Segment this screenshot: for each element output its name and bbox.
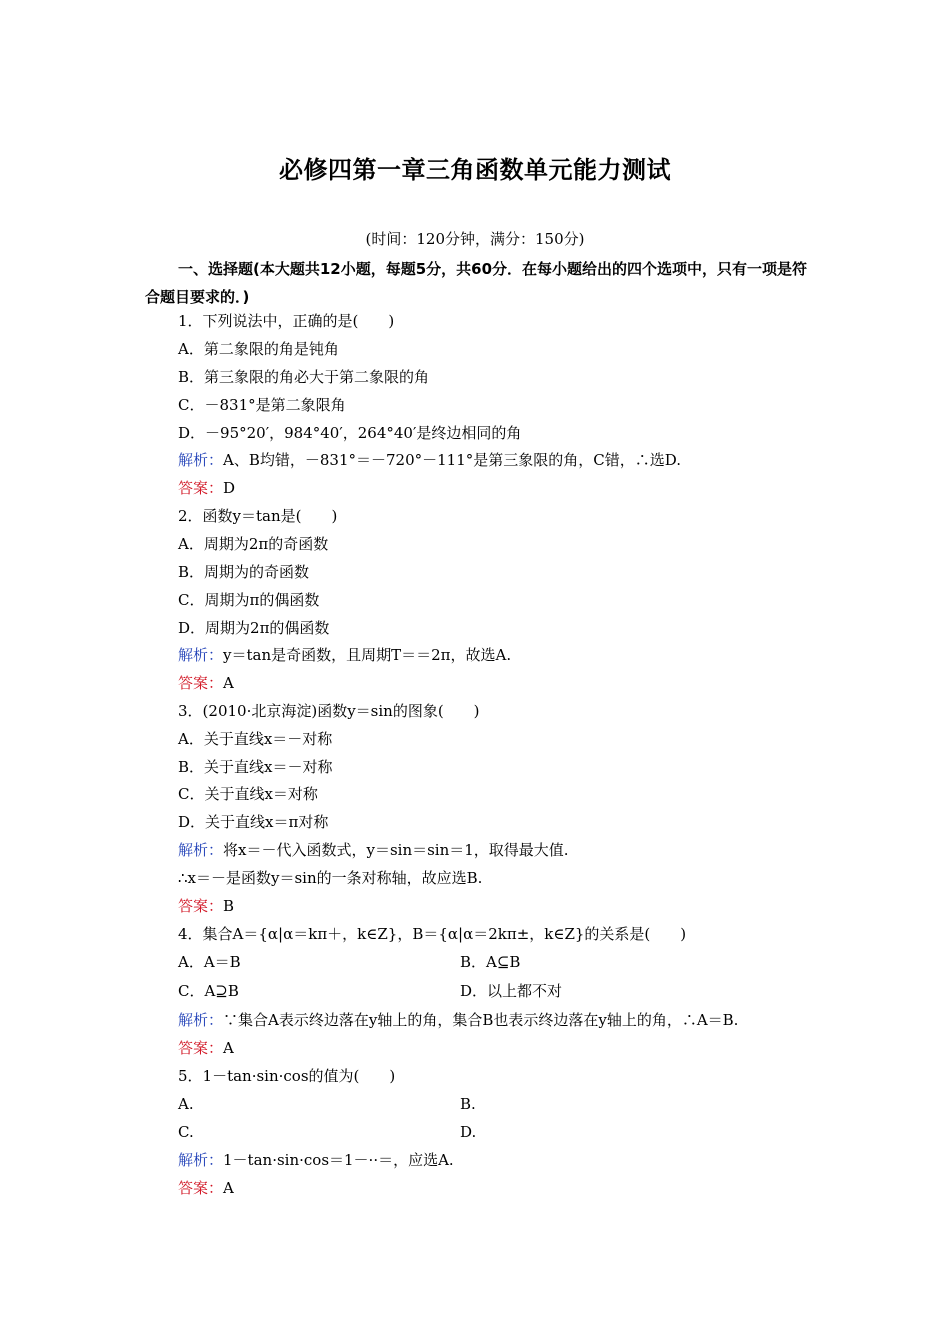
q3-option-c: C．关于直线x＝对称 [178, 785, 318, 803]
q1-option-b: B．第三象限的角必大于第二象限的角 [178, 368, 430, 386]
q2-answer [178, 669, 234, 697]
q2-analysis-text: y＝tan是奇函数，且周期T＝＝2π，故选A. [223, 646, 512, 664]
analysis-label: 解析： [178, 451, 224, 469]
q2-answer-text: A [223, 674, 234, 692]
answer-label: 答案： [178, 479, 224, 497]
q1-stem: 1．下列说法中，正确的是( ) [178, 312, 395, 330]
analysis-label: 解析： [178, 1151, 224, 1169]
q2-option-c: C．周期为π的偶函数 [178, 591, 320, 609]
answer-label: 答案： [178, 1179, 224, 1197]
q1-option-a: A．第二象限的角是钝角 [178, 340, 339, 358]
q2-option-b: B．周期为的奇函数 [178, 563, 310, 581]
analysis-label: 解析： [178, 841, 224, 859]
q1-analysis-text: A、B均错，－831°＝－720°－111°是第三象限的角，C错，∴选D. [223, 451, 682, 469]
q1-option-d: D．－95°20′，984°40′，264°40′是终边相同的角 [178, 424, 522, 442]
q4-option-a: A．A＝B [178, 953, 241, 971]
answer-label: 答案： [178, 1039, 224, 1057]
q3-option-a: A．关于直线x＝－对称 [178, 730, 333, 748]
q4-option-d: D．以上都不对 [460, 982, 563, 1000]
q3-analysis-text: 将x＝－代入函数式，y＝sin＝sin＝1，取得最大值. [223, 841, 569, 859]
analysis-label: 解析： [178, 646, 224, 664]
q4-option-b: B．A⊆B [460, 953, 521, 971]
q5-stem: 5．1－tan·sin·cos的值为( ) [178, 1067, 396, 1085]
q5-option-b: B. [460, 1095, 476, 1113]
q5-answer-text: A [223, 1179, 234, 1197]
q3-answer [178, 892, 234, 920]
exam-meta: (时间：120分钟，满分：150分) [365, 230, 585, 248]
q5-option-a: A. [178, 1095, 194, 1113]
q5-answer [178, 1174, 234, 1202]
q1-answer-text: D [223, 479, 236, 497]
answer-label: 答案： [178, 674, 224, 692]
q4-answer-text: A [223, 1039, 234, 1057]
q4-analysis-text: ∵集合A表示终边落在y轴上的角，集合B也表示终边落在y轴上的角，∴A＝B. [223, 1011, 739, 1029]
q1-analysis [178, 446, 681, 474]
q2-stem: 2．函数y＝tan是( ) [178, 507, 338, 525]
analysis-label: 解析： [178, 1011, 224, 1029]
q3-answer-text: B [223, 897, 235, 915]
q3-option-b: B．关于直线x＝－对称 [178, 758, 333, 776]
q3-analysis-cont: ∴x＝－是函数y＝sin的一条对称轴，故应选B. [178, 869, 483, 887]
page-title: 必修四第一章三角函数单元能力测试 [279, 156, 671, 184]
q1-answer [178, 474, 235, 502]
q3-stem: 3．(2010·北京海淀)函数y＝sin的图象( ) [178, 702, 480, 720]
q2-analysis [178, 641, 511, 669]
q3-option-d: D．关于直线x＝π对称 [178, 813, 329, 831]
q4-analysis [178, 1006, 738, 1034]
q5-option-c: C. [178, 1123, 194, 1141]
q3-analysis [178, 836, 569, 864]
q5-option-d: D. [460, 1123, 477, 1141]
q2-option-a: A．周期为2π的奇函数 [178, 535, 329, 553]
q5-analysis [178, 1146, 454, 1174]
section-heading: 一、选择题(本大题共12小题，每题5分，共60分．在每小题给出的四个选项中，只有一项是符合题目要求的．) [145, 260, 808, 306]
q4-option-c: C．A⊇B [178, 982, 239, 1000]
answer-label: 答案： [178, 897, 224, 915]
q2-option-d: D．周期为2π的偶函数 [178, 619, 330, 637]
q1-option-c: C．－831°是第二象限角 [178, 396, 346, 414]
q4-answer [178, 1034, 234, 1062]
q5-analysis-text: 1－tan·sin·cos＝1－··＝，应选A. [223, 1151, 454, 1169]
q4-stem: 4．集合A＝{α|α＝kπ＋，k∈Z}，B＝{α|α＝2kπ±，k∈Z}的关系是( ) [178, 925, 687, 943]
